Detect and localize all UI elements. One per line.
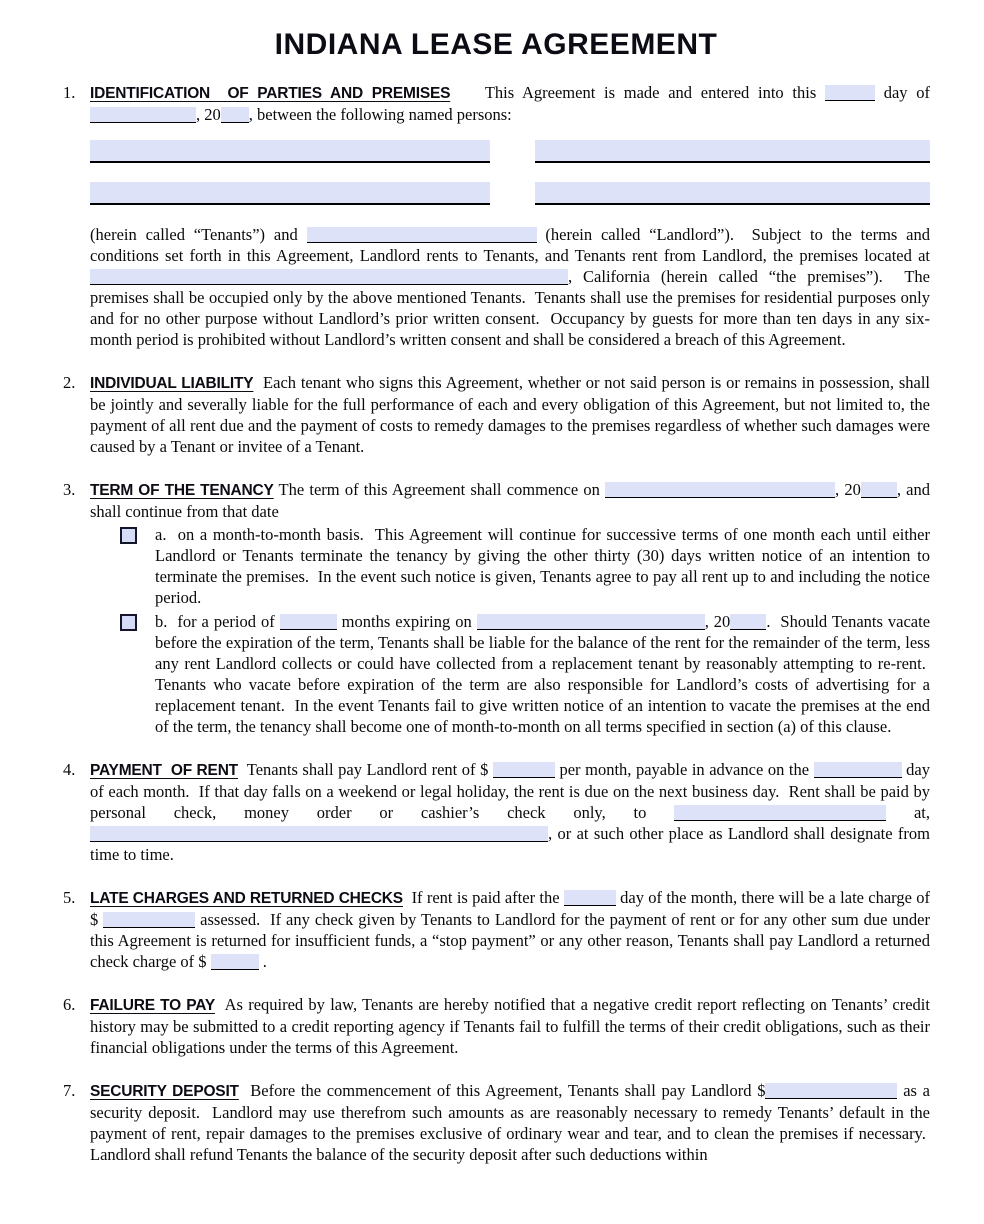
section-number: 4. [63,760,76,779]
term-months-field[interactable] [280,614,337,630]
returned-check-charge-field[interactable] [211,954,259,970]
section-number: 7. [63,1081,76,1100]
text-run: as a security deposit. Landlord may use therefrom such amounts as are reasonably necessary to remedy Tenants’ default in the payment of rent, repair damages to the premises exclusive of ordinary wear and tear, and to clean the premises if necessary. Landlord shall refund Tenants the balance of the security deposit after such deductions within [90,1081,930,1164]
text-run: Each tenant who signs this Agreement, whether or not said person is or remains in possession, shall be jointly and severally liable for the full performance of each and every obligation of this Agreement, but not limited to, the payment of all rent due and the payment of costs to remedy damages to the premises regardless of whether such damages were caused by a Tenant or invitee of a Tenant. [90,373,930,456]
paragraph [90,759,930,865]
text-run: , or at such other place as Landlord shall designate from time to time. [90,824,930,864]
section-payment-of-rent [62,759,930,865]
section-late-charges [62,887,930,972]
text-run: Tenants shall pay Landlord rent of $ [237,760,493,779]
section-heading: PAYMENT OF RENT [90,762,238,779]
tenant-name-field-3[interactable] [90,182,490,205]
text-run: a. on a month-to-month basis. This Agreement will continue for successive terms of one month each until either Landlord or Tenants terminate the tenancy by giving the other thirty (30) days written notice of an intention to terminate the premises. In the event such notice is given, Tenants agree to pay all rent up to and including the notice period. [155,525,930,607]
premises-address-field[interactable] [90,269,568,285]
text-run: Before the commencement of this Agreement, Tenants shall pay Landlord $ [238,1081,766,1100]
paragraph [90,1080,930,1165]
section-term-of-tenancy [62,479,930,737]
text-run: . [258,952,267,971]
paragraph [90,479,930,522]
paragraph [155,611,930,737]
section-failure-to-pay [62,994,930,1058]
text-run: at, [886,803,930,822]
text-run: , California (herein called “the premises”). The premises shall be occupied only by the above mentioned Tenants. Tenants shall use the premises for residential purposes only and for no other purpose without Landlord’s prior written consent. Occupancy by guests for more than ten days in any six-month period is prohibited without Landlord’s written consent and shall be considered a breach of this Agreement. [90,267,930,349]
agreement-month-field[interactable] [90,107,196,123]
security-deposit-amount-field[interactable] [765,1083,897,1099]
month-to-month-checkbox[interactable] [120,527,137,544]
page-title: INDIANA LEASE AGREEMENT [274,28,718,61]
paragraph [90,82,930,125]
fixed-term-checkbox[interactable] [120,614,137,631]
rent-payment-address-field[interactable] [90,826,548,842]
section-identification [62,82,930,350]
section-heading: TERM OF THE TENANCY [90,482,274,499]
rent-due-day-field[interactable] [814,762,902,778]
paragraph [155,524,930,608]
tenant-name-field-1[interactable] [90,140,490,163]
sub-item-b [120,611,930,737]
paragraph [90,887,930,972]
agreement-day-field[interactable] [825,85,875,101]
agreement-year-field[interactable] [221,107,249,123]
rent-payee-field[interactable] [674,805,886,821]
fields-row [90,140,930,163]
text-run: day of the month, there will be a late charge of $ [90,888,930,929]
section-number: 2. [63,373,76,392]
sub-item-a [120,524,930,608]
text-run: , 20 [704,612,731,631]
text-run: , 20 [835,480,861,499]
section-heading: FAILURE TO PAY [90,997,215,1014]
section-heading: SECURITY DEPOSIT [90,1083,239,1100]
text-run: , and shall continue from that date [90,480,930,521]
section-number: 3. [63,480,76,499]
text-run: day of [874,83,931,102]
commencement-date-field[interactable] [605,482,835,498]
text-run: , between the following named persons: [248,105,512,124]
section-number: 1. [63,83,76,102]
text-run: As required by law, Tenants are hereby notified that a negative credit report reflecting on Tenants’ credit history may be submitted to a credit reporting agency if Tenants fail to fulfill the terms of their credit obligations, such as their financial obligations under the terms of this Agreement. [90,995,930,1057]
party-name-fields [90,140,930,205]
rent-amount-field[interactable] [493,762,555,778]
section-number: 5. [63,888,76,907]
text-run: (herein called “Landlord”). Subject to the terms and conditions set forth in this Agreement, Landlord rents to Tenants, and Tenants rent from Landlord, the premises located at [90,225,930,265]
tenant-name-field-2[interactable] [535,140,930,163]
text-run: , 20 [196,105,221,124]
late-after-day-field[interactable] [564,890,616,906]
paragraph [90,994,930,1058]
section-security-deposit [62,1080,930,1165]
commencement-year-field[interactable] [861,482,897,498]
text-run: per month, payable in advance on the [554,760,814,779]
sections-container [62,82,930,1165]
fields-row [90,182,930,205]
section-heading: LATE CHARGES AND RETURNED CHECKS [90,890,403,907]
text-run: This Agreement is made and entered into this [450,83,825,102]
paragraph [90,372,930,457]
text-run: months expiring on [336,612,477,631]
paragraph [90,224,930,350]
text-run: assessed. If any check given by Tenants to Landlord for the payment of rent or for any other sum due under this Agreement is returned for insufficient funds, a “stop payment” or any other reason, Tenants shall pay Landlord a returned check charge of $ [90,910,931,971]
tenant-name-field-4[interactable] [535,182,930,205]
section-number: 6. [63,995,76,1014]
late-charge-amount-field[interactable] [103,912,195,928]
text-run: day of each month. If that day falls on a weekend or legal holiday, the rent is due on the next business day. Rent shall be paid by personal check, money order or cashier’s check only, to [90,760,931,822]
text-run: . Should Tenants vacate before the expiration of the term, Tenants shall be liable for the balance of the rent for the remainder of the term, less any rent Landlord collects or could have collected from a replacement tenant by reasonably attempting to re-rent. Tenants who vacate before expiration of the term are also responsible for Landlord’s costs of advertising for a replacement tenant. In the event Tenants fail to give written notice of an intention to vacate the premises at the end of the term, the tenancy shall become one of month-to-month on all terms specified in section (a) of this clause. [155,612,931,736]
text-run: If rent is paid after the [402,888,564,907]
section-heading: IDENTIFICATION OF PARTIES AND PREMISES [90,85,451,102]
landlord-name-field[interactable] [307,227,537,243]
expiration-year-field[interactable] [730,614,766,630]
text-run: The term of this Agreement shall commence on [273,480,606,499]
expiration-date-field[interactable] [477,614,705,630]
text-run: (herein called “Tenants”) and [90,225,307,244]
section-individual-liability [62,372,930,457]
text-run: b. for a period of [155,612,280,631]
section-heading: INDIVIDUAL LIABILITY [90,375,254,392]
